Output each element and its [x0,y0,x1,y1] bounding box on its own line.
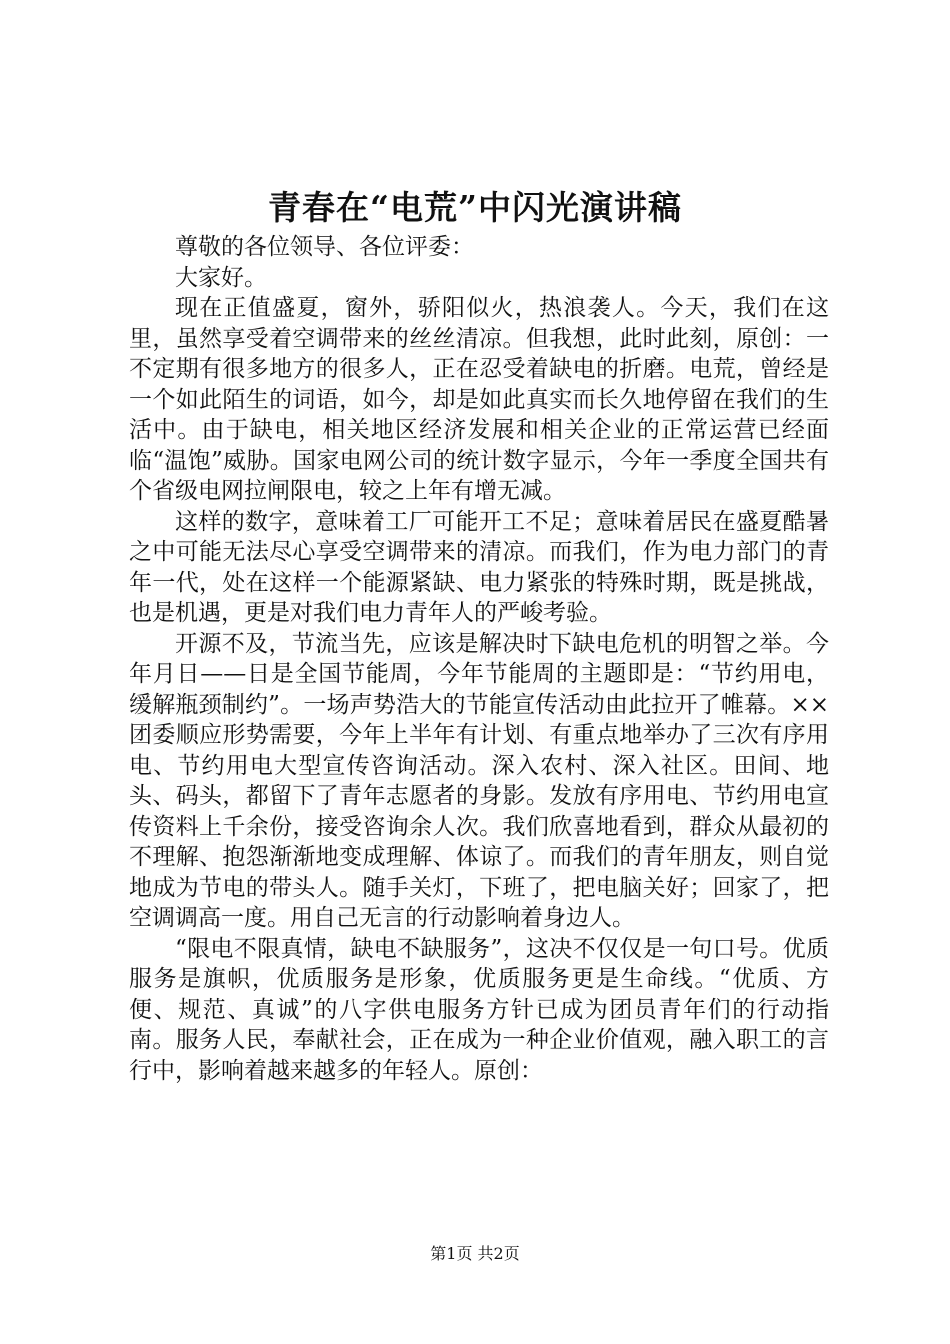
document-body [129,232,829,1086]
paragraph-3: 开源不及，节流当先，应该是解决时下缺电危机的明智之举。今年月日——日是全国节能周，今年节能周的主题即是：“节约用电，缓解瓶颈制约”。一场声势浩大的节能宣传活动由此拉开了帷幕。××团委顺应形势需要，今年上半年有计划、有重点地举办了三次有序用电、节约用电大型宣传咨询活动。深入农村、深入社区。田间、地头、码头，都留下了青年志愿者的身影。发放有序用电、节约用电宣传资料上千余份，接受咨询余人次。我们欣喜地看到，群众从最初的不理解、抱怨渐渐地变成理解、体谅了。而我们的青年朋友，则自觉地成为节电的带头人。随手关灯，下班了，把电脑关好；回家了，把空调调高一度。用自己无言的行动影响着身边人。 [129,630,829,931]
greeting: 大家好。 [175,264,267,291]
paragraph-1: 现在正值盛夏，窗外，骄阳似火，热浪袭人。今天，我们在这里，虽然享受着空调带来的丝丝清凉。但我想，此时此刻，原创：一不定期有很多地方的很多人，正在忍受着缺电的折磨。电荒，曾经是一个如此陌生的词语，如今，却是如此真实而长久地停留在我们的生活中。由于缺电，相关地区经济发展和相关企业的正常运营已经面临“温饱”威胁。国家电网公司的统计数字显示，今年一季度全国共有个省级电网拉闸限电，较之上年有增无减。 [129,295,829,504]
paragraph-2: 这样的数字，意味着工厂可能开工不足；意味着居民在盛夏酷暑之中可能无法尽心享受空调带来的清凉。而我们，作为电力部门的青年一代，处在这样一个能源紧缺、电力紧张的特殊时期，既是挑战，也是机遇，更是对我们电力青年人的严峻考验。 [129,508,829,626]
document-title: 青春在“电荒”中闪光演讲稿 [268,188,682,227]
paragraph-4: “限电不限真情，缺电不缺服务”，这决不仅仅是一句口号。优质服务是旗帜，优质服务是形象，优质服务更是生命线。“优质、方便、规范、真诚”的八字供电服务方针已成为团员青年们的行动指南。服务人民，奉献社会，正在成为一种企业价值观，融入职工的言行中，影响着越来越多的年轻人。原创： [129,935,829,1084]
page-footer: 第1页 共2页 [430,1244,520,1263]
salutation: 尊敬的各位领导、各位评委： [175,234,474,260]
